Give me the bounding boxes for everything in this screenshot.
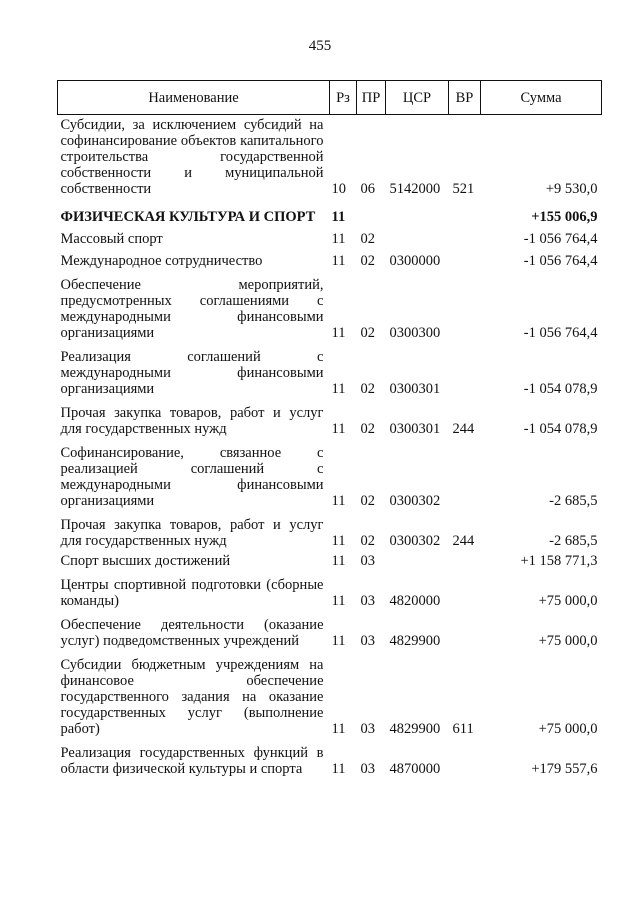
cell-name: ФИЗИЧЕСКАЯ КУЛЬТУРА И СПОРТ — [60, 209, 316, 225]
cell-pr: 02 — [360, 231, 375, 247]
cell-pr: 02 — [360, 253, 375, 269]
cell-name: Субсидии, за исключением субсидий на софинансирование объектов капитального строительства государственной собственности и муниципальной собственности — [60, 117, 324, 197]
table-row — [58, 549, 602, 569]
cell-vr — [449, 225, 481, 247]
cell-vr — [449, 609, 481, 649]
cell-vr — [449, 197, 481, 225]
table-row — [58, 197, 602, 225]
cell-rz: 10 — [331, 181, 346, 197]
table-row — [58, 269, 602, 341]
cell-rz: 11 — [331, 325, 346, 341]
table-row — [58, 115, 602, 198]
cell-rz: 11 — [331, 553, 346, 569]
cell-sum: +1 158 771,3 — [520, 553, 598, 569]
cell-vr: 244 — [452, 421, 475, 437]
cell-csr — [386, 197, 449, 225]
cell-pr: 03 — [360, 633, 375, 649]
table-header — [58, 81, 602, 115]
cell-name: Спорт высших достижений — [60, 553, 231, 569]
cell-pr: 02 — [360, 533, 375, 549]
table-row — [58, 509, 602, 549]
cell-sum: -1 056 764,4 — [523, 253, 598, 269]
page-number: 455 — [308, 38, 332, 54]
cell-rz: 11 — [331, 209, 346, 225]
cell-sum: -1 056 764,4 — [523, 325, 598, 341]
cell-sum: -1 056 764,4 — [523, 231, 598, 247]
cell-vr — [449, 269, 481, 341]
cell-csr: 4829900 — [389, 721, 441, 737]
cell-name: Обеспечение деятельности (оказание услуг) подведомственных учреждений — [60, 617, 324, 649]
cell-name: Обеспечение мероприятий, предусмотренных соглашениями с международными финансовыми организациями — [60, 277, 324, 341]
cell-sum: +179 557,6 — [531, 761, 598, 777]
cell-pr: 03 — [360, 721, 375, 737]
cell-vr: 521 — [452, 181, 475, 197]
cell-rz: 11 — [331, 253, 346, 269]
cell-rz: 11 — [331, 493, 346, 509]
cell-rz: 11 — [331, 533, 346, 549]
header-csr: ЦСР — [386, 81, 449, 115]
header-name: Наименование — [58, 81, 330, 115]
table-row — [58, 341, 602, 397]
cell-name: Международное сотрудничество — [60, 253, 263, 269]
cell-csr: 0300302 — [389, 533, 441, 549]
cell-pr: 02 — [360, 421, 375, 437]
cell-rz: 11 — [331, 721, 346, 737]
cell-csr: 0300300 — [389, 325, 441, 341]
cell-vr — [449, 247, 481, 269]
cell-pr: 06 — [360, 181, 375, 197]
cell-pr: 02 — [360, 325, 375, 341]
cell-sum: -2 685,5 — [549, 493, 598, 509]
cell-csr: 0300000 — [389, 253, 441, 269]
cell-pr: 03 — [360, 593, 375, 609]
cell-pr: 03 — [360, 761, 375, 777]
cell-sum: -1 054 078,9 — [523, 381, 598, 397]
header-sum: Сумма — [481, 81, 602, 115]
cell-csr: 5142000 — [389, 181, 441, 197]
cell-name: Реализация государственных функций в области физической культуры и спорта — [60, 745, 324, 777]
cell-csr: 0300301 — [389, 381, 441, 397]
table-row — [58, 609, 602, 649]
cell-rz: 11 — [331, 761, 346, 777]
cell-name: Субсидии бюджетным учреждениям на финансовое обеспечение государственного задания на оказание государственных услуг (выполнение работ) — [60, 657, 324, 737]
header-vr: ВР — [449, 81, 481, 115]
cell-csr: 4820000 — [389, 593, 441, 609]
cell-vr — [449, 341, 481, 397]
table-row — [58, 397, 602, 437]
cell-pr: 02 — [360, 381, 375, 397]
table-row — [58, 437, 602, 509]
table-row — [58, 569, 602, 609]
cell-vr: 244 — [452, 533, 475, 549]
cell-rz: 11 — [331, 231, 346, 247]
cell-rz: 11 — [331, 593, 346, 609]
cell-pr — [357, 197, 386, 225]
cell-name: Софинансирование, связанное с реализацией соглашений с международными финансовыми организациями — [60, 445, 324, 509]
cell-csr: 4870000 — [389, 761, 441, 777]
cell-name: Прочая закупка товаров, работ и услуг для государственных нужд — [60, 517, 324, 549]
cell-csr: 0300301 — [389, 421, 441, 437]
header-rz: Рз — [330, 81, 357, 115]
cell-csr: 4829900 — [389, 633, 441, 649]
table-body — [58, 115, 602, 778]
cell-sum: +75 000,0 — [538, 593, 598, 609]
cell-rz: 11 — [331, 633, 346, 649]
table-row — [58, 737, 602, 777]
cell-rz: 11 — [331, 381, 346, 397]
cell-vr — [449, 737, 481, 777]
cell-name: Реализация соглашений с международными финансовыми организациями — [60, 349, 324, 397]
cell-sum: -1 054 078,9 — [523, 421, 598, 437]
cell-csr — [386, 549, 449, 569]
table-row — [58, 225, 602, 247]
cell-sum: +155 006,9 — [531, 209, 598, 225]
cell-pr: 03 — [360, 553, 375, 569]
cell-sum: +75 000,0 — [538, 633, 598, 649]
budget-table — [57, 80, 602, 777]
table-row — [58, 247, 602, 269]
header-pr: ПР — [357, 81, 386, 115]
cell-vr — [449, 569, 481, 609]
cell-vr: 611 — [452, 721, 474, 737]
cell-name: Центры спортивной подготовки (сборные команды) — [60, 577, 324, 609]
cell-name: Прочая закупка товаров, работ и услуг для государственных нужд — [60, 405, 324, 437]
table-row — [58, 649, 602, 737]
cell-csr: 0300302 — [389, 493, 441, 509]
cell-name: Массовый спорт — [60, 231, 163, 247]
cell-vr — [449, 549, 481, 569]
cell-sum: +9 530,0 — [545, 181, 598, 197]
cell-rz: 11 — [331, 421, 346, 437]
cell-pr: 02 — [360, 493, 375, 509]
cell-sum: +75 000,0 — [538, 721, 598, 737]
cell-csr — [386, 225, 449, 247]
cell-sum: -2 685,5 — [549, 533, 598, 549]
cell-vr — [449, 437, 481, 509]
